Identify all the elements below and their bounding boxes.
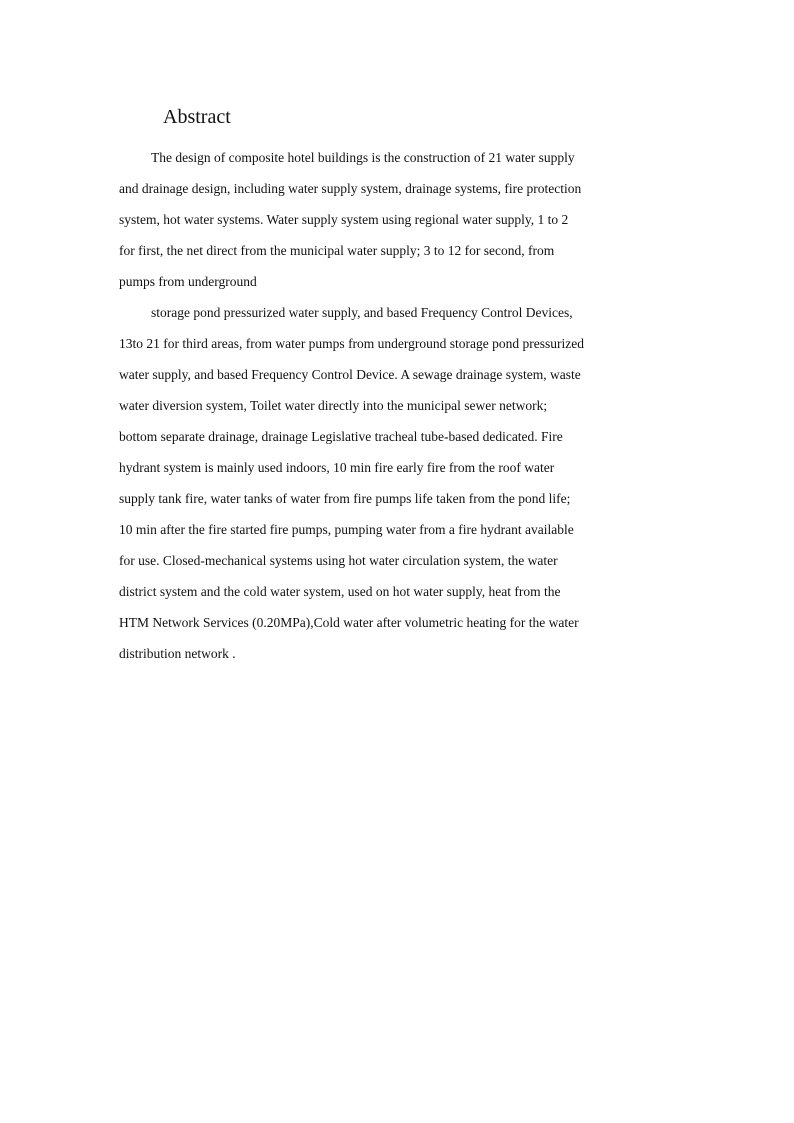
abstract-line: The design of composite hotel buildings is the construction of 21 water supply — [151, 150, 575, 165]
abstract-line: pumps from underground — [119, 274, 257, 289]
abstract-line: supply tank fire, water tanks of water from fire pumps life taken from the pond life; — [119, 491, 571, 506]
abstract-line: for use. Closed-mechanical systems using hot water circulation system, the water — [119, 553, 558, 568]
abstract-line: 10 min after the fire started fire pumps, pumping water from a fire hydrant available — [119, 522, 574, 537]
abstract-line: system, hot water systems. Water supply system using regional water supply, 1 to 2 — [119, 212, 569, 227]
abstract-line: water supply, and based Frequency Control Device. A sewage drainage system, waste — [119, 367, 581, 382]
abstract-line: and drainage design, including water supply system, drainage systems, fire protection — [119, 181, 582, 196]
abstract-line: for first, the net direct from the municipal water supply; 3 to 12 for second, from — [119, 243, 555, 258]
abstract-body — [119, 142, 679, 669]
abstract-line: hydrant system is mainly used indoors, 10 min fire early fire from the roof water — [119, 460, 555, 475]
abstract-heading: Abstract — [163, 106, 231, 128]
abstract-line: distribution network . — [119, 646, 236, 661]
abstract-line: HTM Network Services (0.20MPa),Cold water after volumetric heating for the water — [119, 615, 579, 630]
abstract-line: storage pond pressurized water supply, and based Frequency Control Devices, — [151, 305, 573, 320]
abstract-line: 13to 21 for third areas, from water pumps from underground storage pond pressurized — [119, 336, 585, 351]
abstract-line: bottom separate drainage, drainage Legislative tracheal tube-based dedicated. Fire — [119, 429, 563, 444]
abstract-line: district system and the cold water system, used on hot water supply, heat from the — [119, 584, 561, 599]
abstract-line: water diversion system, Toilet water directly into the municipal sewer network; — [119, 398, 548, 413]
